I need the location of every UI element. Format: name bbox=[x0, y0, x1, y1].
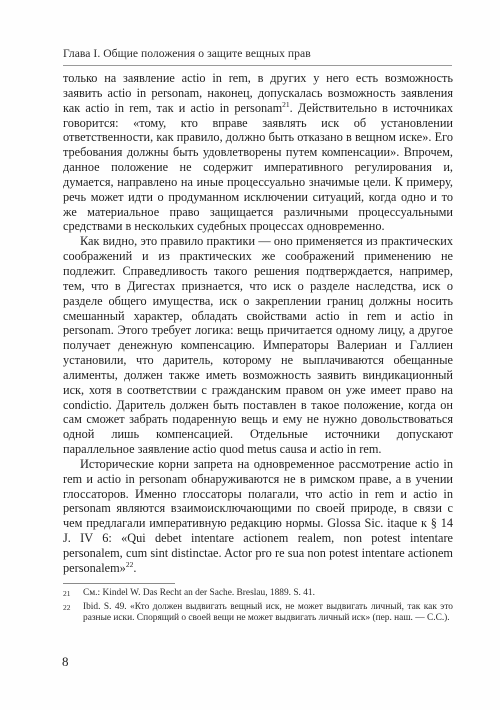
page-number: 8 bbox=[62, 654, 69, 669]
paragraph-text: Как видно, это правило практики — оно применяется из практических соображений и из практических же соображений применению не подлежит. Справедливость такого решения подтверждается, например, тем, что в Дигестах признается, что иск о разделе наследства, иск о разделе общего имущества, иск о закреплении границ должны носить смешанный характер, обладать свойствами actio in rem и actio in personam. Этого требует логика: вещь причитается одному лицу, а другое получает денежную компенсацию. Императоры Валериан и Галлиен установили, что даритель, которому не выплачиваются обещанные алименты, должен также иметь возможность заявить виндикационный иск, хотя в соответствии с гражданским правом он уже имеет право на condictio. Даритель должен быть поставлен в такое положение, когда он сам сможет забрать подаренную вещь и ему не нужно довольствоваться одной лишь компенсацией. Отдельные источники допускают параллельное заявление actio quod metus causa и actio in rem. bbox=[63, 234, 453, 457]
paragraph-text: . Действительно в источниках говорится: «тому, кто вправе заявлять иск об установлении ответственности, как правило, должно быть отказано в вещном иске». Его требования должны быть удовлетворены путем компенсации». Впрочем, данное положение не содержит императивного регулирования и, думается, направлено на иные процессуально значимые цели. К примеру, речь может идти о продуманном исключении ситуаций, когда одно и то же материальное право защищается различными процессуальными средствами в нескольких судебных процессах одновременно. bbox=[63, 100, 453, 234]
footnote-text: См.: Kindel W. Das Recht an der Sache. Breslau, 1889. S. 41. bbox=[83, 588, 315, 598]
paragraph-text: только на заявление actio in rem, в других у него есть возможность заявить actio in personam, наконец, допускалась возможность заявления как actio in rem, так и actio in personam bbox=[63, 71, 453, 115]
main-text bbox=[63, 71, 453, 576]
footnote bbox=[63, 588, 453, 600]
footnotes bbox=[63, 588, 453, 627]
footnote-ref[interactable]: 22 bbox=[125, 559, 134, 569]
paragraph bbox=[63, 71, 453, 234]
footnote-divider bbox=[63, 583, 175, 584]
footnote-number: 22 bbox=[63, 602, 71, 612]
footnote-text: Ibid. S. 49. «Кто должен выдвигать вещный иск, не может выдвигать личный, так как это разные иски. Спорящий о своей вещи не может выдвигать личный иск» (пер. наш. — С.С.). bbox=[83, 601, 453, 624]
paragraph-text: . bbox=[133, 560, 137, 575]
footnote-number: 21 bbox=[63, 589, 71, 598]
running-head: Глава I. Общие положения о защите вещных прав bbox=[63, 47, 311, 60]
paragraph bbox=[63, 234, 453, 457]
paragraph-text: Исторические корни запрета на одновременное рассмотрение actio in rem и actio in personam обнаруживаются не в римском праве, а в учении глоссаторов. Именно глоссаторы полагали, что actio in rem и actio in personam являются взаимоисключающими по своей природе, в связи с чем предлагали императивную редакцию нормы. Glossa Sic. itaque к § 14 J. IV 6: «Qui debet intentare actionem realem, non potest intentare personalem, cum sint distinctae. Actor pro re sua non potest intentare actionem personalem» bbox=[63, 456, 453, 575]
header-rule bbox=[63, 65, 452, 66]
footnote bbox=[63, 602, 453, 625]
footnote-ref[interactable]: 21 bbox=[282, 99, 290, 109]
paragraph bbox=[63, 457, 453, 576]
